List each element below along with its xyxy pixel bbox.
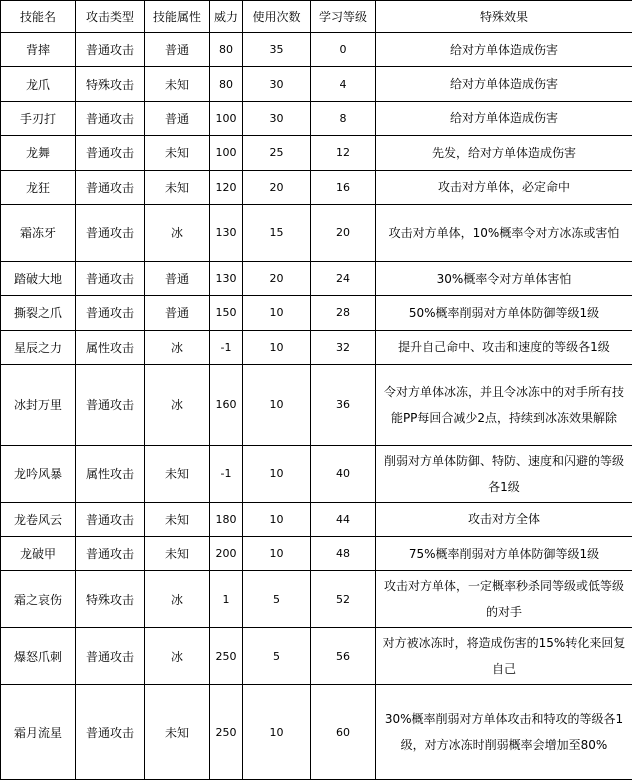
table-row <box>1 571 632 628</box>
special-effect-cell: 攻击对方单体，10%概率令对方冰冻或害怕 <box>376 204 632 261</box>
use-count-cell: 10 <box>243 296 311 330</box>
table-row <box>1 628 632 685</box>
attack-type-cell: 特殊攻击 <box>76 67 145 101</box>
header-power: 威力 <box>210 1 243 33</box>
special-effect-cell: 给对方单体造成伤害 <box>376 67 632 101</box>
special-effect-cell: 30%概率削弱对方单体攻击和特攻的等级各1级，对方冰冻时削弱概率会增加至80% <box>376 685 632 780</box>
attribute-cell: 未知 <box>145 67 210 101</box>
power-cell: 80 <box>210 33 243 67</box>
special-effect-cell: 提升自己命中、攻击和速度的等级各1级 <box>376 330 632 364</box>
learn-level-cell: 48 <box>311 537 376 571</box>
use-count-cell: 20 <box>243 170 311 204</box>
special-effect-cell: 攻击对方全体 <box>376 502 632 536</box>
special-effect-cell: 令对方单体冰冻，并且令冰冻中的对手所有技能PP每回合减少2点，持续到冰冻效果解除 <box>376 365 632 446</box>
power-cell: 100 <box>210 101 243 135</box>
power-cell: 130 <box>210 261 243 295</box>
special-effect-cell: 攻击对方单体，必定命中 <box>376 170 632 204</box>
attribute-cell: 未知 <box>145 136 210 170</box>
use-count-cell: 5 <box>243 628 311 685</box>
use-count-cell: 10 <box>243 685 311 780</box>
use-count-cell: 10 <box>243 502 311 536</box>
skill-name-cell: 龙卷风云 <box>1 502 76 536</box>
table-row <box>1 67 632 101</box>
skill-name-cell: 龙爪 <box>1 67 76 101</box>
attack-type-cell: 特殊攻击 <box>76 571 145 628</box>
header-learn-level: 学习等级 <box>311 1 376 33</box>
power-cell: 150 <box>210 296 243 330</box>
power-cell: 250 <box>210 628 243 685</box>
skill-name-cell: 霜之哀伤 <box>1 571 76 628</box>
power-cell: 200 <box>210 537 243 571</box>
skill-name-cell: 背摔 <box>1 33 76 67</box>
table-row <box>1 170 632 204</box>
attack-type-cell: 普通攻击 <box>76 204 145 261</box>
learn-level-cell: 40 <box>311 445 376 502</box>
header-special-effect: 特殊效果 <box>376 1 632 33</box>
attack-type-cell: 普通攻击 <box>76 685 145 780</box>
attack-type-cell: 普通攻击 <box>76 628 145 685</box>
skill-name-cell: 霜月流星 <box>1 685 76 780</box>
attribute-cell: 普通 <box>145 33 210 67</box>
attack-type-cell: 普通攻击 <box>76 261 145 295</box>
power-cell: 160 <box>210 365 243 446</box>
learn-level-cell: 20 <box>311 204 376 261</box>
attribute-cell: 普通 <box>145 101 210 135</box>
learn-level-cell: 24 <box>311 261 376 295</box>
header-row <box>1 1 632 33</box>
table-row <box>1 33 632 67</box>
attribute-cell: 冰 <box>145 365 210 446</box>
power-cell: 1 <box>210 571 243 628</box>
attribute-cell: 未知 <box>145 445 210 502</box>
table-row <box>1 101 632 135</box>
use-count-cell: 10 <box>243 330 311 364</box>
use-count-cell: 30 <box>243 67 311 101</box>
special-effect-cell: 30%概率令对方单体害怕 <box>376 261 632 295</box>
power-cell: 80 <box>210 67 243 101</box>
learn-level-cell: 56 <box>311 628 376 685</box>
attribute-cell: 冰 <box>145 628 210 685</box>
table-row <box>1 502 632 536</box>
attack-type-cell: 普通攻击 <box>76 296 145 330</box>
header-attack-type: 攻击类型 <box>76 1 145 33</box>
power-cell: 180 <box>210 502 243 536</box>
learn-level-cell: 16 <box>311 170 376 204</box>
skill-name-cell: 踏破大地 <box>1 261 76 295</box>
header-skill-name: 技能名 <box>1 1 76 33</box>
special-effect-cell: 攻击对方单体，一定概率秒杀同等级或低等级的对手 <box>376 571 632 628</box>
table-row <box>1 330 632 364</box>
attack-type-cell: 普通攻击 <box>76 537 145 571</box>
skill-name-cell: 撕裂之爪 <box>1 296 76 330</box>
attack-type-cell: 普通攻击 <box>76 502 145 536</box>
learn-level-cell: 0 <box>311 33 376 67</box>
special-effect-cell: 削弱对方单体防御、特防、速度和闪避的等级各1级 <box>376 445 632 502</box>
learn-level-cell: 32 <box>311 330 376 364</box>
learn-level-cell: 28 <box>311 296 376 330</box>
learn-level-cell: 8 <box>311 101 376 135</box>
attribute-cell: 未知 <box>145 502 210 536</box>
table-row <box>1 261 632 295</box>
attribute-cell: 普通 <box>145 261 210 295</box>
use-count-cell: 20 <box>243 261 311 295</box>
learn-level-cell: 44 <box>311 502 376 536</box>
learn-level-cell: 60 <box>311 685 376 780</box>
skill-name-cell: 龙狂 <box>1 170 76 204</box>
header-skill-attribute: 技能属性 <box>145 1 210 33</box>
power-cell: 250 <box>210 685 243 780</box>
use-count-cell: 30 <box>243 101 311 135</box>
attribute-cell: 未知 <box>145 685 210 780</box>
attack-type-cell: 普通攻击 <box>76 365 145 446</box>
use-count-cell: 15 <box>243 204 311 261</box>
attribute-cell: 冰 <box>145 571 210 628</box>
attribute-cell: 未知 <box>145 170 210 204</box>
attribute-cell: 冰 <box>145 204 210 261</box>
power-cell: 100 <box>210 136 243 170</box>
table-row <box>1 204 632 261</box>
special-effect-cell: 给对方单体造成伤害 <box>376 33 632 67</box>
use-count-cell: 10 <box>243 365 311 446</box>
special-effect-cell: 50%概率削弱对方单体防御等级1级 <box>376 296 632 330</box>
attribute-cell: 普通 <box>145 296 210 330</box>
table-row <box>1 445 632 502</box>
learn-level-cell: 4 <box>311 67 376 101</box>
use-count-cell: 5 <box>243 571 311 628</box>
skill-name-cell: 龙舞 <box>1 136 76 170</box>
power-cell: -1 <box>210 330 243 364</box>
skill-name-cell: 手刃打 <box>1 101 76 135</box>
table-row <box>1 296 632 330</box>
attack-type-cell: 普通攻击 <box>76 101 145 135</box>
header-use-count: 使用次数 <box>243 1 311 33</box>
skill-name-cell: 霜冻牙 <box>1 204 76 261</box>
attribute-cell: 冰 <box>145 330 210 364</box>
skill-name-cell: 爆怒爪刺 <box>1 628 76 685</box>
learn-level-cell: 12 <box>311 136 376 170</box>
power-cell: 130 <box>210 204 243 261</box>
table-row <box>1 537 632 571</box>
learn-level-cell: 52 <box>311 571 376 628</box>
power-cell: -1 <box>210 445 243 502</box>
attribute-cell: 未知 <box>145 537 210 571</box>
table-body <box>1 33 632 780</box>
use-count-cell: 35 <box>243 33 311 67</box>
attack-type-cell: 普通攻击 <box>76 136 145 170</box>
use-count-cell: 10 <box>243 537 311 571</box>
skill-name-cell: 冰封万里 <box>1 365 76 446</box>
special-effect-cell: 75%概率削弱对方单体防御等级1级 <box>376 537 632 571</box>
special-effect-cell: 给对方单体造成伤害 <box>376 101 632 135</box>
use-count-cell: 10 <box>243 445 311 502</box>
skill-name-cell: 龙破甲 <box>1 537 76 571</box>
table-row <box>1 136 632 170</box>
attack-type-cell: 属性攻击 <box>76 445 145 502</box>
attack-type-cell: 普通攻击 <box>76 170 145 204</box>
attack-type-cell: 属性攻击 <box>76 330 145 364</box>
learn-level-cell: 36 <box>311 365 376 446</box>
use-count-cell: 25 <box>243 136 311 170</box>
special-effect-cell: 先发，给对方单体造成伤害 <box>376 136 632 170</box>
attack-type-cell: 普通攻击 <box>76 33 145 67</box>
special-effect-cell: 对方被冰冻时，将造成伤害的15%转化来回复自己 <box>376 628 632 685</box>
table-row <box>1 685 632 780</box>
skill-name-cell: 星辰之力 <box>1 330 76 364</box>
power-cell: 120 <box>210 170 243 204</box>
skill-name-cell: 龙吟风暴 <box>1 445 76 502</box>
table-row <box>1 365 632 446</box>
